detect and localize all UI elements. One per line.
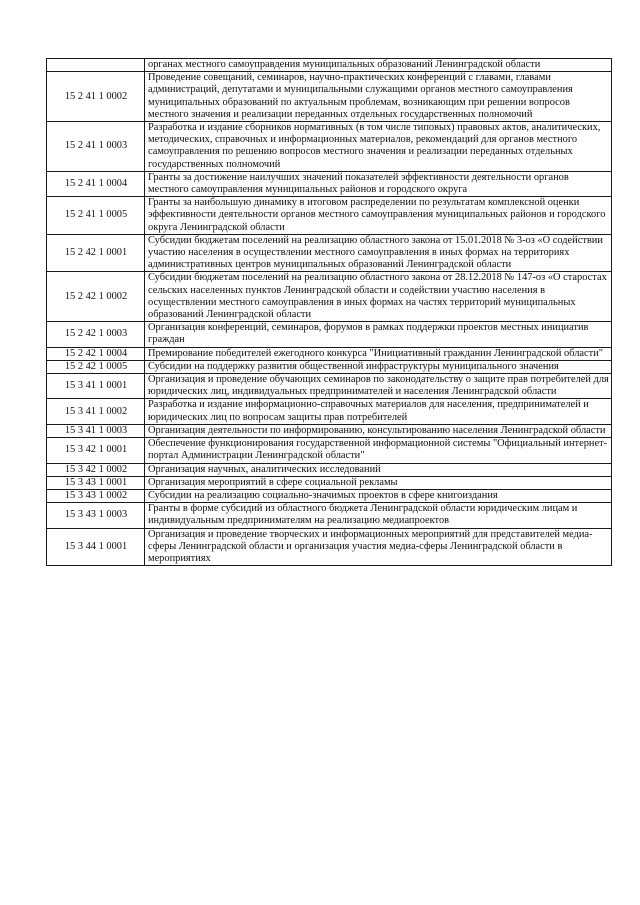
code-cell: 15 3 43 1 0002 <box>47 489 145 502</box>
code-cell: 15 2 41 1 0003 <box>47 122 145 172</box>
table-row <box>47 59 612 72</box>
table-row <box>47 424 612 437</box>
description-cell: Обеспечение функционирования государственной информационной системы "Официальный интернет-портал Администрации Ленинградской области" <box>145 438 612 463</box>
code-cell: 15 3 42 1 0001 <box>47 438 145 463</box>
description-cell: Субсидии бюджетам поселений на реализацию областного закона от 28.12.2018 № 147-оз «О старостах сельских населенных пунктов Ленинградской области и содействии участию населения в осуществлении местного самоуправления в иных формах на частях территорий муниципальных образований Ленинградской области <box>145 272 612 322</box>
table-row <box>47 528 612 566</box>
description-cell: Разработка и издание сборников нормативных (в том числе типовых) правовых актов, аналитических, методических, справочных и информационных материалов, рекомендаций для органов местного самоуправления по решению вопросов местного значения и реализации переданных отдельных государственных полномочий <box>145 122 612 172</box>
description-cell: Организация научных, аналитических исследований <box>145 463 612 476</box>
code-cell: 15 2 41 1 0002 <box>47 72 145 122</box>
code-cell: 15 2 41 1 0005 <box>47 197 145 235</box>
code-cell: 15 3 43 1 0001 <box>47 476 145 489</box>
code-cell: 15 3 43 1 0003 <box>47 503 145 528</box>
table-row <box>47 476 612 489</box>
budget-codes-table-body <box>47 59 612 566</box>
table-row <box>47 122 612 172</box>
description-cell: Организация мероприятий в сфере социальной рекламы <box>145 476 612 489</box>
code-cell <box>47 59 145 72</box>
table-row <box>47 234 612 272</box>
code-cell: 15 3 41 1 0003 <box>47 424 145 437</box>
table-row <box>47 171 612 196</box>
description-cell: Премирование победителей ежегодного конкурса "Инициативный гражданин Ленинградской области" <box>145 347 612 360</box>
description-cell: Субсидии бюджетам поселений на реализацию областного закона от 15.01.2018 № 3-оз «О содействии участию населения в осуществлении местного самоуправления в иных формах на территориях административных центров муниципальных образований Ленинградской области <box>145 234 612 272</box>
description-cell: Разработка и издание информационно-справочных материалов для населения, предпринимателей и юридических лиц по вопросам защиты прав потребителей <box>145 399 612 424</box>
code-cell: 15 3 42 1 0002 <box>47 463 145 476</box>
description-cell: Организация и проведение творческих и информационных мероприятий для представителей медиа-сферы Ленинградской области и организация участия медиа-сферы Ленинградской области в мероприятиях <box>145 528 612 566</box>
table-row <box>47 272 612 322</box>
description-cell: Проведение совещаний, семинаров, научно-практических конференций с главами, главами администраций, депутатами и муниципальными служащими органов местного самоуправления муниципальных образований по актуальным проблемам, возникающим при решении вопросов местного значения и реализации переданных отдельных государственных полномочий <box>145 72 612 122</box>
table-row <box>47 489 612 502</box>
table-row <box>47 503 612 528</box>
table-row <box>47 438 612 463</box>
table-row <box>47 463 612 476</box>
table-row <box>47 347 612 360</box>
description-cell: Гранты за наибольшую динамику в итоговом распределении по результатам комплексной оценки эффективности деятельности органов местного самоуправления муниципальных районов и городского округа Ленинградской области <box>145 197 612 235</box>
code-cell: 15 2 42 1 0005 <box>47 360 145 373</box>
budget-codes-table <box>46 58 612 566</box>
description-cell: Организация деятельности по информированию, консультированию населения Ленинградской области <box>145 424 612 437</box>
code-cell: 15 3 44 1 0001 <box>47 528 145 566</box>
code-cell: 15 2 42 1 0004 <box>47 347 145 360</box>
code-cell: 15 2 42 1 0003 <box>47 322 145 347</box>
code-cell: 15 2 41 1 0004 <box>47 171 145 196</box>
table-row <box>47 374 612 399</box>
description-cell: Гранты в форме субсидий из областного бюджета Ленинградской области юридическим лицам и индивидуальным предпринимателям на реализацию медиапроектов <box>145 503 612 528</box>
description-cell: Организация конференций, семинаров, форумов в рамках поддержки проектов местных инициатив граждан <box>145 322 612 347</box>
code-cell: 15 2 42 1 0002 <box>47 272 145 322</box>
table-row <box>47 399 612 424</box>
code-cell: 15 2 42 1 0001 <box>47 234 145 272</box>
table-row <box>47 322 612 347</box>
table-row <box>47 72 612 122</box>
code-cell: 15 3 41 1 0001 <box>47 374 145 399</box>
table-row <box>47 360 612 373</box>
document-page <box>46 58 612 566</box>
code-cell: 15 3 41 1 0002 <box>47 399 145 424</box>
description-cell: Субсидии на поддержку развития общественной инфраструктуры муниципального значения <box>145 360 612 373</box>
description-cell: Гранты за достижение наилучших значений показателей эффективности деятельности органов местного самоуправления муниципальных районов и городского округа <box>145 171 612 196</box>
description-cell: органах местного самоуправдения муниципальных образований Ленинградской области <box>145 59 612 72</box>
description-cell: Организация и проведение обучающих семинаров по законодательству о защите прав потребителей для юридических лиц, индивидуальных предпринимателей и населения Ленинградской области <box>145 374 612 399</box>
description-cell: Субсидии на реализацию социально-значимых проектов в сфере книгоиздания <box>145 489 612 502</box>
table-row <box>47 197 612 235</box>
